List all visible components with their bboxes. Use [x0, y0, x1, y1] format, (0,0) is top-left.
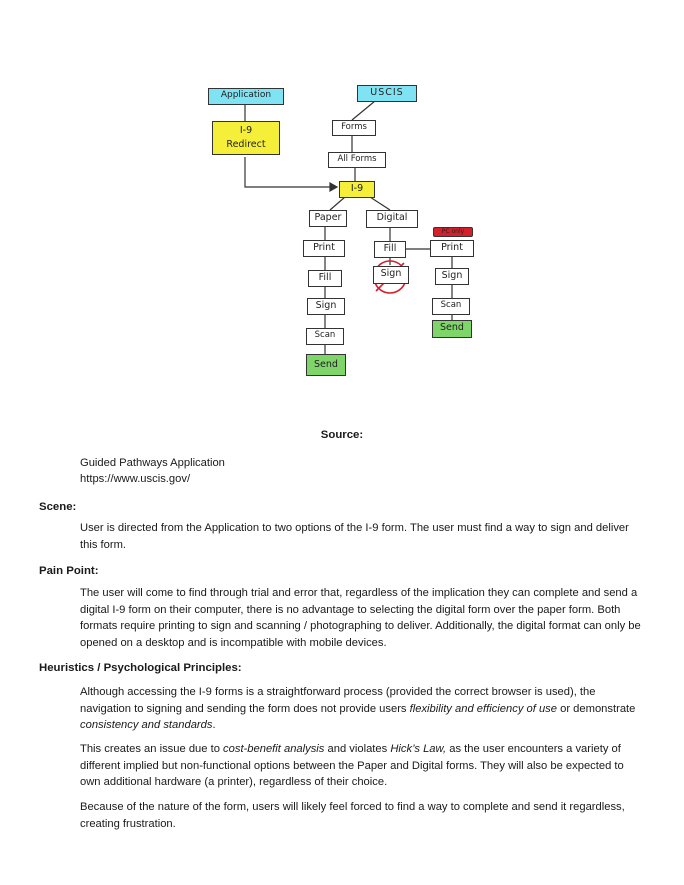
pc-send-node: Send [432, 320, 472, 338]
all-forms-node: All Forms [328, 152, 386, 168]
scene-heading: Scene: [39, 501, 77, 513]
pc-print-node: Print [430, 240, 474, 257]
application-node: Application [208, 88, 284, 105]
heuristics-paragraph-2: This creates an issue due to cost-benefit analysis and violates Hick’s Law, as the user encounters a variety of different implied but non-functional options between the Paper and Digital forms. They will also be expected to own additional hardware (a printer), regardless of their choice. [80, 743, 624, 788]
digital-sign-node: Sign [373, 266, 409, 284]
source-heading: Source: [320, 429, 364, 441]
heuristics-paragraph-1: Although accessing the I-9 forms is a straightforward process (provided the correct browser is used), the navigation to signing and sending the form does not provide users flexibility and efficiency of use or demonstrate consistency and standards. [80, 686, 636, 731]
scene-text: User is directed from the Application to two options of the I-9 form. The user must find a way to sign and deliver this form. [80, 522, 629, 551]
paper-scan-node: Scan [306, 328, 344, 345]
pc-only-badge: PC only [433, 227, 473, 237]
digital-fill-node: Fill [374, 241, 406, 258]
paper-sign-node: Sign [307, 298, 345, 315]
source-url: https://www.uscis.gov/ [80, 473, 191, 485]
paper-send-node: Send [306, 354, 346, 376]
uscis-node: USCIS [357, 85, 417, 102]
source-line-1: Guided Pathways Application [80, 457, 225, 469]
heuristics-heading: Heuristics / Psychological Principles: [39, 662, 242, 674]
paper-print-node: Print [303, 240, 345, 257]
pc-sign-node: Sign [435, 268, 469, 285]
heuristics-paragraph-3: Because of the nature of the form, users will likely feel forced to find a way to complete and send it regardless, creating frustration. [80, 801, 625, 830]
forms-node: Forms [332, 120, 376, 136]
i9-node: I-9 [339, 181, 375, 198]
paper-node: Paper [309, 210, 347, 227]
paper-fill-node: Fill [308, 270, 342, 287]
pc-scan-node: Scan [432, 298, 470, 315]
pain-point-text: The user will come to find through trial and error that, regardless of the implication they can complete and send a digital I-9 form on their computer, there is no advantage to selecting the digital form over the paper form. Both formats require printing to sign and scanning / photographing to deliver. Additionally, the digital format can only be opened on a desktop and is incompatible with mobile devices. [80, 587, 641, 649]
digital-node: Digital [366, 210, 418, 228]
i9-redirect-node: I-9 Redirect [212, 121, 280, 155]
pain-point-heading: Pain Point: [39, 565, 99, 577]
